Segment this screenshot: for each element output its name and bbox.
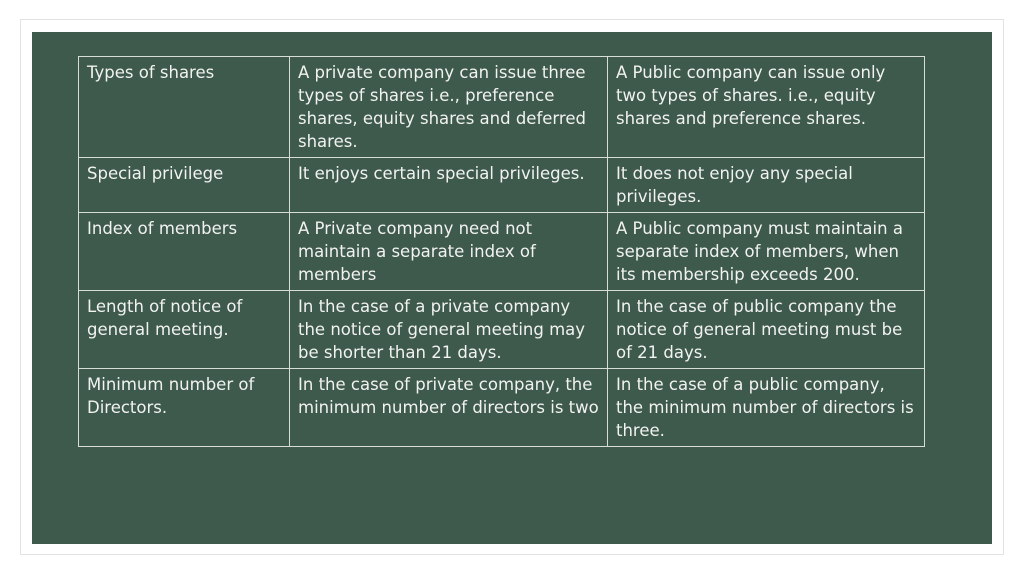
table-row	[79, 158, 925, 213]
private-company-cell: A Private company need not maintain a separate index of members	[290, 213, 608, 291]
table-row	[79, 57, 925, 158]
comparison-table	[78, 56, 925, 447]
table-row	[79, 291, 925, 369]
private-company-cell: A private company can issue three types of shares i.e., preference shares, equity shares and deferred shares.	[290, 57, 608, 158]
row-label-cell: Types of shares	[79, 57, 290, 158]
private-company-cell: In the case of a private company the notice of general meeting may be shorter than 21 days.	[290, 291, 608, 369]
row-label-cell: Index of members	[79, 213, 290, 291]
table-row	[79, 213, 925, 291]
public-company-cell: It does not enjoy any special privileges.	[608, 158, 925, 213]
public-company-cell: In the case of a public company, the minimum number of directors is three.	[608, 369, 925, 447]
public-company-cell: In the case of public company the notice of general meeting must be of 21 days.	[608, 291, 925, 369]
public-company-cell: A Public company can issue only two types of shares. i.e., equity shares and preference shares.	[608, 57, 925, 158]
table-row	[79, 369, 925, 447]
private-company-cell: In the case of private company, the minimum number of directors is two	[290, 369, 608, 447]
private-company-cell: It enjoys certain special privileges.	[290, 158, 608, 213]
row-label-cell: Minimum number of Directors.	[79, 369, 290, 447]
public-company-cell: A Public company must maintain a separate index of members, when its membership exceeds 200.	[608, 213, 925, 291]
row-label-cell: Special privilege	[79, 158, 290, 213]
slide	[32, 32, 992, 544]
row-label-cell: Length of notice of general meeting.	[79, 291, 290, 369]
